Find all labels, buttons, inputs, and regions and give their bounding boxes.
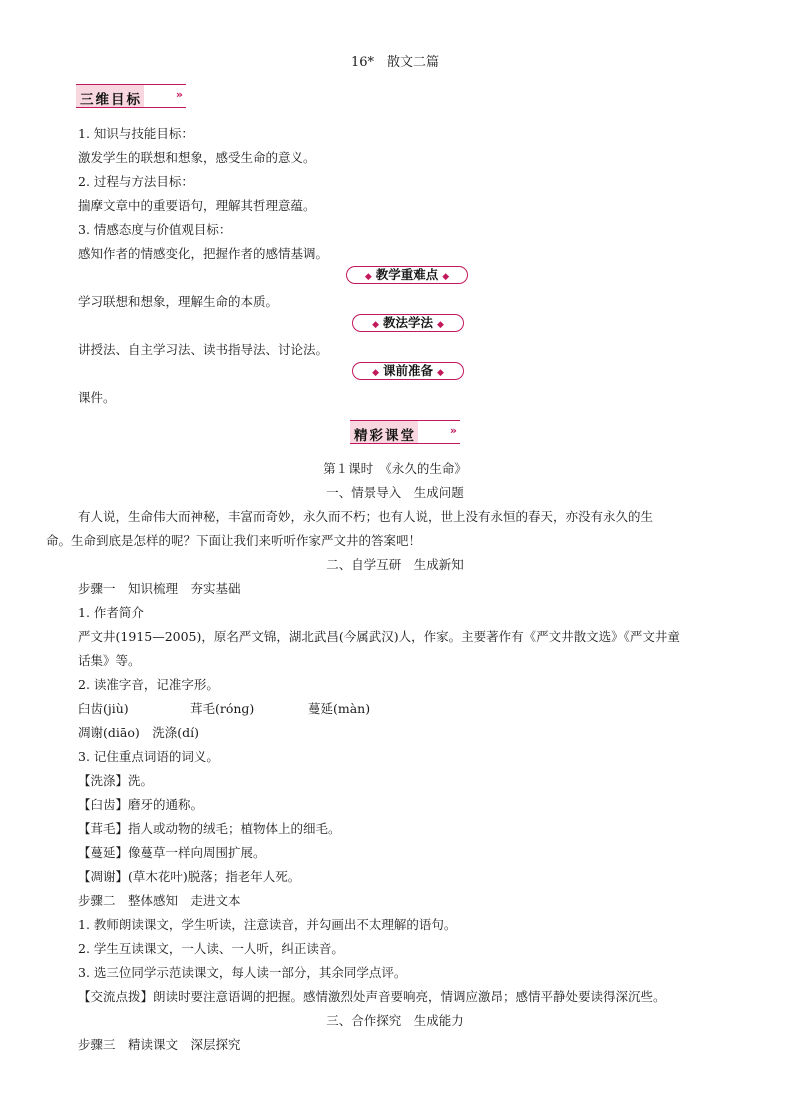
badge-label: 三维目标: [80, 92, 142, 108]
pill-methods: [352, 314, 464, 332]
reading-item: 3. 选三位同学示范读课文，每人读一部分，其余同学点评。: [78, 965, 407, 980]
pill-key-points: [346, 266, 468, 284]
diamond-icon: ◆: [442, 272, 450, 282]
pill-label: 教学重难点: [375, 267, 439, 282]
step-heading: 步骤二 整体感知 走进文本: [78, 893, 241, 908]
step-heading: 步骤三 精读课文 深层探究: [78, 1037, 241, 1052]
pronunciation-item: 蔓延(màn): [308, 701, 371, 716]
step-heading: 步骤一 知识梳理 夯实基础: [78, 581, 241, 596]
section-heading: 二、自学互研 生成新知: [326, 557, 464, 572]
vocab-entry: 【洗涤】洗。: [78, 773, 154, 788]
diamond-icon: ◆: [437, 368, 444, 378]
section-badge-classroom: [350, 420, 460, 444]
lesson-title: 第１课时 《永久的生命》: [323, 461, 467, 476]
paragraph-line: 有人说，生命伟大而神秘，丰富而奇妙，永久而不朽；也有人说，世上没有永恒的春天，亦没有永久的生: [78, 509, 654, 524]
goal-line: 3. 情感态度与价值观目标：: [78, 222, 232, 237]
vocab-entry: 【茸毛】指人或动物的绒毛；植物体上的细毛。: [78, 821, 341, 836]
double-arrow-icon: »: [449, 424, 454, 437]
diamond-icon: ◆: [372, 320, 379, 330]
goal-line: 揣摩文章中的重要语句，理解其哲理意蕴。: [78, 198, 316, 213]
goal-line: 1. 知识与技能目标：: [78, 126, 194, 141]
vocab-entry: 【凋谢】(草木花叶)脱落；指老年人死。: [78, 869, 301, 884]
reading-item: 2. 学生互读课文，一人读、一人听，纠正读音。: [78, 941, 344, 956]
diamond-icon: ◆: [372, 368, 379, 378]
vocab-entry: 【臼齿】磨牙的通称。: [78, 797, 204, 812]
pill-prep: [352, 362, 464, 380]
diamond-icon: ◆: [364, 272, 372, 282]
section-heading: 一、情景导入 生成问题: [326, 485, 464, 500]
diamond-icon: ◆: [437, 320, 444, 330]
section-badge-goals: [76, 84, 186, 108]
section-heading: 三、合作探究 生成能力: [326, 1013, 464, 1028]
reading-item: 1. 教师朗读课文，学生听读，注意读音，并勾画出不太理解的语句。: [78, 917, 457, 932]
key-points-text: 学习联想和想象，理解生命的本质。: [78, 294, 279, 309]
badge-label: 精彩课堂: [354, 428, 416, 444]
paragraph-line: 严文井(1915—2005)，原名严文锦，湖北武昌(今属武汉)人，作家。主要著作有《严文井散文选》《严文井童: [78, 629, 680, 644]
vocab-entry: 【蔓延】像蔓草一样向周围扩展。: [78, 845, 266, 860]
tip-text: 【交流点拨】朗读时要注意语调的把握。感情激烈处声音要响亮，情调应激昂；感情平静处要读得深沉些。: [78, 989, 666, 1004]
pronunciation-item: 凋谢(diāo) 洗涤(dí): [78, 725, 199, 740]
goal-line: 2. 过程与方法目标：: [78, 174, 194, 189]
pronunciation-item: 茸毛(rónɡ): [190, 701, 255, 716]
item-heading: 3. 记住重点词语的词义。: [78, 749, 219, 764]
item-heading: 1. 作者简介: [78, 605, 144, 620]
goal-line: 感知作者的情感变化，把握作者的感情基调。: [78, 246, 329, 261]
methods-text: 讲授法、自主学习法、读书指导法、讨论法。: [78, 342, 329, 357]
goal-line: 激发学生的联想和想象，感受生命的意义。: [78, 150, 316, 165]
page-title: 16* 散文二篇: [350, 55, 440, 70]
pill-label: 教法学法: [382, 315, 433, 330]
paragraph-line: 命。生命到底是怎样的呢？下面让我们来听听作家严文井的答案吧！: [46, 533, 422, 548]
paragraph-line: 话集》等。: [78, 653, 141, 668]
pill-label: 课前准备: [382, 363, 433, 378]
double-arrow-icon: »: [175, 88, 180, 101]
prep-text: 课件。: [78, 390, 116, 405]
pronunciation-item: 臼齿(jiù): [78, 701, 129, 716]
item-heading: 2. 读准字音，记准字形。: [78, 677, 219, 692]
